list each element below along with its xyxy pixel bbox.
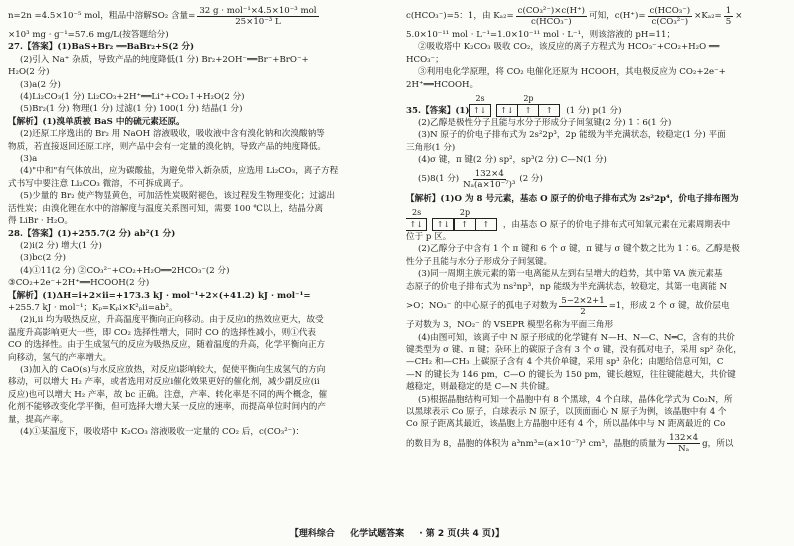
h-ratio-numerator: c(HCO₃⁻) bbox=[649, 5, 691, 16]
orbital-diagram-line bbox=[406, 205, 788, 231]
lone-pair-numerator: 5−2×2+1 bbox=[561, 295, 605, 306]
density-fraction bbox=[461, 169, 517, 190]
ka2-fraction bbox=[516, 6, 587, 27]
q35-line: (4)由图可知，该离子中 N 原子形成的化学键有 N—H、N—C、N═C，含有的共价 bbox=[418, 332, 735, 343]
mass-denominator: Nₐ bbox=[678, 444, 690, 455]
orbital-2p-label: 2p bbox=[459, 208, 471, 218]
q35-answer-line bbox=[406, 91, 788, 117]
q35-line: 三角形(1 分) bbox=[406, 142, 456, 153]
q35-line: (3)N 原子的价电子排布式为 2s²2p³，2p 能级为半充满状态，较稳定(1 分) 平面 bbox=[418, 130, 726, 141]
orbital-2p bbox=[497, 94, 561, 117]
q27-block bbox=[8, 41, 390, 227]
so2-formula-line bbox=[8, 3, 390, 29]
ph-line: 5.0×10⁻¹¹ mol · L⁻¹=1.0×10⁻¹¹ mol · L⁻¹，则该溶液的 pH=11； bbox=[406, 30, 676, 40]
q35-line: (2)乙醇分子中含有 1 个 π 键和 6 个 σ 键，π 键与 σ 键个数之比为 1∶6。乙醇是极 bbox=[418, 244, 740, 255]
q28-line: (2)ⅰ,ⅱ 均为吸热反应，升高温度平衡向正向移动。由于反应ⅰ的热效应更大，故受 bbox=[20, 315, 324, 326]
orbital-2p-label: 2p bbox=[523, 94, 534, 104]
one-fifth-fraction bbox=[724, 6, 733, 27]
no3-line bbox=[406, 293, 788, 319]
q28-block bbox=[8, 228, 390, 439]
orbital-2p bbox=[433, 208, 497, 231]
left-column bbox=[8, 3, 390, 438]
q27-line: 式书写中要注意 Li₂CO₃ 微溶，不可拆成离子。 bbox=[8, 178, 189, 189]
density-numerator: 132×4 bbox=[474, 169, 504, 180]
electro-line: ③利用电化学原理，将 CO₂ 电催化还原为 HCOOH，其电极反应为 CO₂+2e⁻+ bbox=[418, 67, 726, 78]
q28-answer-line: 28.【答案】(1)+255.7(2 分) ab²(1 分) bbox=[8, 228, 176, 239]
ka2-text: 可知，c(H⁺)= bbox=[588, 10, 646, 21]
no3-text: >O；NO₃⁻ 的中心原子的孤电子对数为 bbox=[406, 300, 558, 311]
q35-line: —CH₂ 和—CH₃ 上碳原子含有 4 个共价单键，采用 sp³ 杂化；由题给信息可知，C bbox=[406, 357, 724, 368]
mass-text: 的数目为 8，晶胞的体积为 a³nm³=(a×10⁻⁷)³ cm³，晶胞的质量为 bbox=[406, 438, 666, 449]
q35-head: 35.【答案】(1) bbox=[406, 105, 470, 116]
orbital-box: ↑↓ bbox=[496, 104, 518, 117]
one-fifth-denominator: 5 bbox=[725, 16, 732, 27]
orbital-2s bbox=[469, 94, 490, 117]
q35-line: (3)同一周期主族元素的第一电离能从左到右呈增大的趋势，其中第 VA 族元素基 bbox=[418, 269, 723, 280]
q35-line: (5)根据晶胞结构可知一个晶胞中有 8 个黑球，4 个白球，晶体化学式为 Co₂N，所 bbox=[418, 394, 733, 405]
footer-title: 化学试题答案 bbox=[350, 529, 405, 539]
orbital-tail: ，由基态 O 原子的价电子排布式可知氧元素在元素周期表中 bbox=[502, 219, 731, 230]
ka2-text: c(HCO₃⁻)=5：1，由 Kₐ₂= bbox=[406, 10, 514, 21]
q35-5-line bbox=[406, 167, 788, 193]
q35-line: 以黑球表示 Co 原子，白球表示 N 原子，以顶面面心 N 原子为例，该晶胞中有 4 个 bbox=[406, 406, 727, 417]
q35-line: —N 的键长为 146 pm，C—O 的键长为 150 pm，键长越短，往往键能越大，共价键 bbox=[406, 369, 736, 380]
h-ratio-fraction bbox=[648, 6, 693, 27]
q27-line: (3)a bbox=[20, 154, 38, 165]
q27-line: (2)还原工序逸出的 Br₂ 用 NaOH 溶液吸收，吸收液中含有溴化钠和次溴酸钠等 bbox=[20, 129, 325, 140]
orbital-box: ↑↓ bbox=[469, 104, 491, 117]
q35-line: Co 原子距离其最近，该晶胞上方晶胞中还有 4 个，所以晶体中与 N 距离最近的 Co bbox=[406, 419, 726, 430]
density-denominator: Nₐ(a×10⁻⁷)³ bbox=[463, 180, 516, 191]
q28-line: 反应)也可以增大 H₂ 产率，故 bc 正确。注意，产率、转化率是不同的两个概念，催 bbox=[8, 389, 328, 400]
q28-line: (2)ⅰ(2 分) 增大(1 分) bbox=[20, 240, 102, 251]
orbital-box: ↑ bbox=[517, 104, 539, 117]
q28-line: (4)①某温度下，吸收塔中 K₂CO₃ 溶液吸收一定量的 CO₂ 后，c(CO₃²⁻)： bbox=[20, 427, 305, 437]
q27-line: H₂O(2 分) bbox=[8, 67, 50, 78]
q28-line: (3)bc(2 分) bbox=[20, 253, 66, 264]
q35-line: 越稳定，则最稳定的是 C—N 共价键。 bbox=[406, 382, 555, 393]
q27-line: (3)a(2 分) bbox=[20, 79, 61, 90]
q35-5-text: (2 分) bbox=[519, 174, 543, 185]
footer-page: · 第 2 页(共 4 页)】 bbox=[419, 529, 505, 539]
mass-fraction bbox=[667, 433, 700, 454]
q28-analysis-line: 【解析】(1)ΔH=ⅰ+2×ⅱ=+173.3 kJ · mol⁻¹+2×(+41.2) kJ · mol⁻¹= bbox=[8, 290, 311, 301]
q28-line: +255.7 kJ · mol⁻¹；Kₚ=Kₚⅰ×K²ₚⅱ=ab²。 bbox=[8, 302, 178, 313]
q28-line: 量，提高产率。 bbox=[8, 414, 69, 425]
q27-line: (2)引入 Na⁺ 杂质，导致产品的纯度降低(1 分) Br₂+2OH⁻══Br⁻+BrO⁻+ bbox=[20, 54, 309, 65]
orbital-box: ↑↓ bbox=[432, 218, 454, 231]
ka2-text: × bbox=[735, 10, 743, 21]
orbital-box: ↑ bbox=[538, 104, 560, 117]
electro-line: 2H⁺══HCOOH。 bbox=[406, 79, 479, 90]
so2-fraction-numerator: 32 g · mol⁻¹×4.5×10⁻³ mol bbox=[199, 5, 317, 16]
q27-line: (5)少量的 Br₂ 使产物显黄色，可加活性炭吸附褪色，该过程发生物理变化；过滤出 bbox=[20, 191, 336, 202]
footer-subject: 【理科综合 bbox=[289, 529, 335, 539]
orbital-box: ↑↓ bbox=[406, 218, 427, 231]
q27-analysis-line: 【解析】(1)溴单质被 BaS 中的硫元素还原。 bbox=[8, 116, 185, 127]
q28-line: ③CO₂+2e⁻+2H⁺══HCOOH(2 分) bbox=[8, 278, 150, 289]
q28-line: (4)①11(2 分) ②CO₃²⁻+CO₂+H₂O══2HCO₃⁻(2 分) bbox=[20, 265, 230, 276]
ka2-text: ×Kₐ₂= bbox=[694, 10, 722, 21]
q27-line: (5)Br₂(1 分) 物理(1 分) 过滤(1 分) 100(1 分) 结晶(1 分) bbox=[20, 104, 243, 115]
q35-line: 键类型为 σ 键、π 键；杂环上的碳原子含有 3 个 σ 键，没有孤对电子，采用 sp² 杂化， bbox=[406, 344, 742, 355]
orbital-box: ↑ bbox=[454, 218, 476, 231]
q28-line: 温度升高影响更大一些，即 CO₂ 选择性增大，同时 CO 的选择性减小，则①代表 bbox=[8, 327, 317, 338]
ka2-denominator: c(HCO₃⁻) bbox=[531, 16, 572, 27]
right-column bbox=[406, 3, 788, 457]
ka2-equation-line bbox=[406, 3, 788, 29]
q27-line: 得 LiBr · H₂O。 bbox=[8, 216, 73, 227]
so2-continuation: ×10³ mg · g⁻¹=57.6 mg/L(按答题给分) bbox=[8, 30, 169, 40]
q35-line: (2)乙醇是极性分子且能与水分子形成分子间氢键(2 分) 1∶6(1 分) bbox=[418, 118, 672, 129]
q27-answer-line: 27.【答案】(1)BaS+Br₂ ══BaBr₂+S(2 分) bbox=[8, 42, 195, 53]
q35-line: 位于 p 区。 bbox=[406, 232, 452, 243]
q28-line: (3)加入的 CaO(s)与水反应放热，对反应ⅰ影响较大，促使平衡向生成氢气的方向 bbox=[20, 364, 326, 375]
q35-line: 子对数为 3，NO₂⁻ 的 VSEPR 模型名称为平面三角形 bbox=[406, 320, 614, 331]
q28-line: CO 的选择性。由于生成氢气的反应为吸热反应，随着温度的升高，化学平衡向正方 bbox=[8, 340, 326, 351]
q28-line: 化剂不能够改变化学平衡，但可选择大增大某一反应的速率，而提高单位时间内的产 bbox=[8, 402, 326, 413]
absorb-line: ②吸收塔中 K₂CO₃ 吸收 CO₂，该反应的离子方程式为 HCO₃⁻+CO₂+H₂O ══ bbox=[418, 42, 720, 53]
orbital-2s bbox=[406, 208, 427, 231]
q27-line: 物质，若直接返回还原工序，则产品中会有一定量的溴化钠，导致产品的纯度降低。 bbox=[8, 141, 326, 152]
lone-pair-fraction bbox=[559, 296, 606, 317]
one-fifth-numerator: 1 bbox=[725, 5, 732, 16]
mass-numerator: 132×4 bbox=[669, 433, 699, 444]
page-footer bbox=[0, 528, 794, 540]
h-ratio-denominator: c(CO₃²⁻) bbox=[651, 16, 689, 27]
q27-line: 活性炭；由溴化锂在水中的溶解度与温度关系图可知，需要 100 ℃以上，结晶分离 bbox=[8, 203, 324, 214]
orbital-2s-label: 2s bbox=[412, 208, 422, 218]
q35-5-text: (5)8(1 分) bbox=[418, 174, 460, 185]
orbital-box: ↑ bbox=[475, 218, 497, 231]
so2-text: =2n =4.5×10⁻⁵ mol，粗品中溶解SO₂ 含量= bbox=[13, 10, 196, 21]
q27-line: (4)Li₂CO₃(1 分) Li₂CO₃+2H⁺══Li⁺+CO₂↑+H₂O(2 分) bbox=[20, 92, 245, 103]
ka2-numerator: c(CO₃²⁻)×c(H⁺) bbox=[517, 5, 585, 16]
orbital-2s-label: 2s bbox=[475, 94, 485, 104]
so2-fraction bbox=[197, 6, 318, 27]
q35-tail: (1 分) p(1 分) bbox=[566, 105, 622, 116]
lone-pair-denominator: 2 bbox=[580, 306, 586, 317]
absorb-line: HCO₃⁻； bbox=[406, 54, 444, 65]
mass-line bbox=[406, 431, 788, 457]
mass-text: g，所以 bbox=[702, 438, 734, 449]
no3-text: =1，形成 2 个 σ 键，故价层电 bbox=[608, 300, 730, 311]
q35-analysis-line: 【解析】(1)O 为 8 号元素，基态 O 原子的价电子排布式为 2s²2p⁴，价电子排布图为 bbox=[406, 193, 739, 204]
q28-line: 向移动，氢气的产率增大。 bbox=[8, 352, 112, 363]
q35-line: 态原子的价电子排布式为 ns²np³，np 能级为半充满状态，较稳定，其第一电离能 N bbox=[406, 281, 728, 292]
q35-line: (4)σ 键，π 键(2 分) sp²，sp³(2 分) C—N(1 分) bbox=[418, 155, 607, 166]
q27-line: (4)"中和"有气体放出，应为碳酸盐，为避免带入新杂质，应选用 Li₂CO₃，离子方程 bbox=[20, 166, 339, 177]
so2-prefix: n bbox=[8, 10, 14, 21]
q28-line: 移动，可以增大 H₂ 产率，或者选用对反应ⅰ催化效果更好的催化剂，减少副反应(ⅱ bbox=[8, 377, 320, 388]
so2-fraction-denominator: 25×10⁻³ L bbox=[235, 16, 281, 27]
q35-line: 性分子且能与水分子形成分子间氢键。 bbox=[406, 256, 553, 267]
